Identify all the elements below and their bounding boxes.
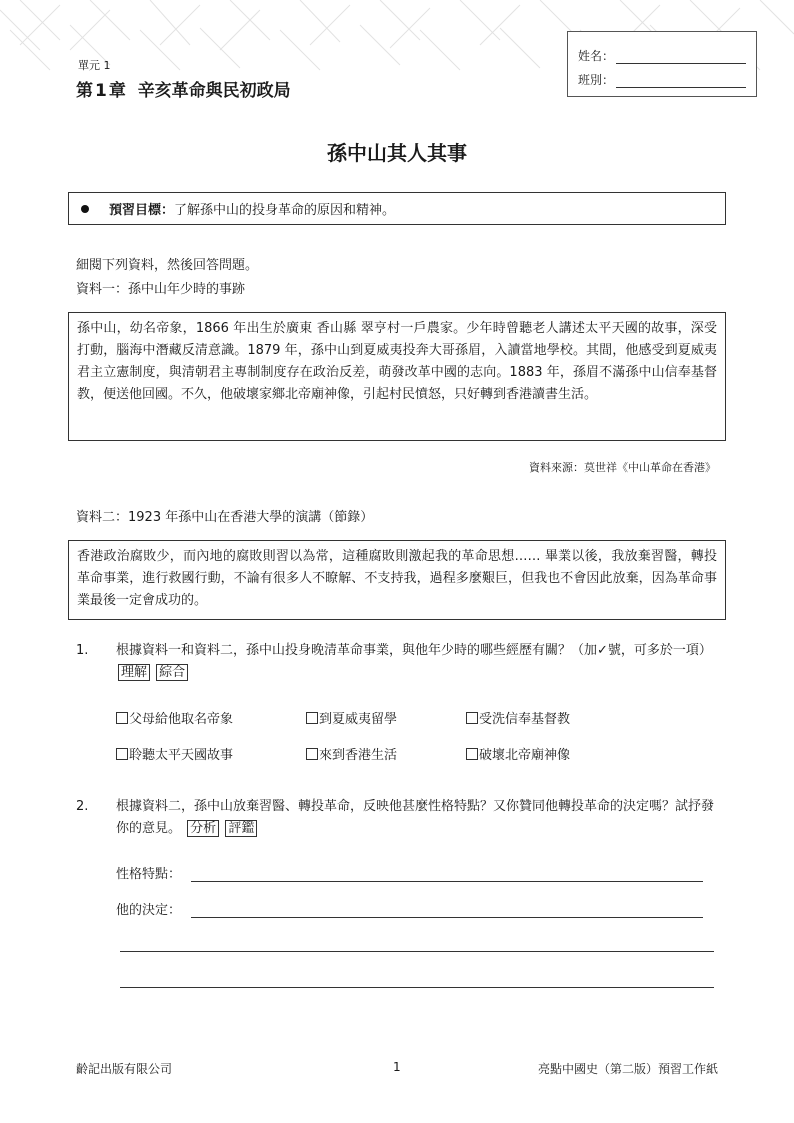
decision-label: 他的決定： (116, 903, 182, 918)
source2-box (68, 540, 726, 620)
question-1-number: 1. (76, 643, 89, 658)
name-class-box (567, 31, 757, 97)
option-5[interactable] (306, 744, 466, 763)
options-row-1 (116, 708, 570, 727)
tag-understand: 理解 (118, 664, 150, 681)
chapter-suffix: 章 (108, 81, 126, 101)
question-2-text: 根據資料二，孫中山放棄習醫、轉投革命，反映他甚麼性格特點？又你贊同他轉投革命的決定嗎？試抒發你的意見。 (116, 799, 715, 836)
instruction: 細閱下列資料，然後回答問題。 (76, 258, 259, 273)
name-row (578, 40, 746, 64)
checkbox[interactable] (306, 712, 318, 724)
goal-label: 預習目標： (109, 203, 175, 218)
option-3[interactable] (466, 708, 570, 727)
options-row-2 (116, 744, 570, 763)
source2-heading: 資料二：1923 年孫中山在香港大學的演講（節錄） (76, 510, 374, 525)
question-1-text: 根據資料一和資料二，孫中山投身晚清革命事業，與他年少時的哪些經歷有關？（加✓號，可多於一項） (116, 643, 712, 658)
source1-credit: 資料來源：莫世祥《中山革命在香港》 (529, 461, 716, 474)
class-label: 班別： (578, 73, 615, 87)
question-2 (76, 796, 726, 840)
footer-series: 亮點中國史（第二版）預習工作紙 (537, 1062, 718, 1076)
option-2-label: 到夏威夷留學 (319, 712, 398, 727)
checkbox[interactable] (466, 748, 478, 760)
name-label: 姓名： (578, 49, 615, 63)
option-4-label: 聆聽太平天國故事 (129, 748, 234, 763)
chapter-name: 辛亥革命與民初政局 (137, 81, 291, 101)
unit-label: 單元 1 (78, 59, 111, 72)
chapter-number: 1 (95, 81, 107, 101)
footer-publisher: 齡記出版有限公司 (76, 1062, 173, 1076)
chapter-prefix: 第 (76, 81, 93, 101)
checkbox[interactable] (116, 712, 128, 724)
option-1-label: 父母給他取名帝象 (129, 712, 234, 727)
source1-heading: 資料一：孫中山年少時的事跡 (76, 282, 246, 297)
tag-synthesize: 綜合 (156, 664, 188, 681)
checkbox[interactable] (466, 712, 478, 724)
footer-page-number: 1 (393, 1060, 401, 1074)
name-field[interactable] (616, 50, 746, 64)
answer-line[interactable] (120, 951, 714, 952)
option-1[interactable] (116, 708, 306, 727)
personality-answer-line[interactable] (191, 881, 703, 882)
page-title: 孫中山其人其事 (327, 141, 467, 165)
class-field[interactable] (616, 74, 746, 88)
tag-analyze: 分析 (187, 820, 219, 837)
decision-answer-line[interactable] (191, 917, 703, 918)
source1-box (68, 312, 726, 441)
checkbox[interactable] (306, 748, 318, 760)
answer-line[interactable] (120, 987, 714, 988)
option-3-label: 受洗信奉基督教 (479, 712, 571, 727)
answer-personality (116, 863, 703, 882)
chapter-title (76, 76, 291, 101)
personality-label: 性格特點： (116, 867, 182, 882)
question-1 (76, 640, 726, 684)
answer-decision (116, 899, 703, 918)
option-5-label: 來到香港生活 (319, 748, 398, 763)
checkbox[interactable] (116, 748, 128, 760)
source1-text: 孫中山，幼名帝象，1866 年出生於廣東 香山縣 翠亨村一戶農家。少年時曾聽老人講述太平天國的故事，深受打動，腦海中潛藏反清意識。1879 年，孫中山到夏威夷投奔大哥孫眉，入讀當地學校。其間，他感受到夏威夷君主立憲制度，與清朝君主專制制度存在政治反差，萌發改革中國的志向。1883 年，孫眉不滿孫中山信奉基督教，便送他回國。不久，他破壞家鄉北帝廟神像，引起村民憤怒，只好轉到香港讀書生活。 (77, 321, 717, 402)
goal-box (68, 192, 726, 225)
bullet-icon (81, 205, 89, 213)
option-6[interactable] (466, 744, 570, 763)
option-4[interactable] (116, 744, 306, 763)
option-2[interactable] (306, 708, 466, 727)
goal-text: 了解孫中山的投身革命的原因和精神。 (174, 203, 396, 218)
source2-text: 香港政治腐敗少，而內地的腐敗則習以為常，這種腐敗則激起我的革命思想…… 畢業以後，我放棄習醫，轉投革命事業，進行救國行動，不論有很多人不瞭解、不支持我，過程多麼艱巨，但我也不會因此放棄，因為革命事業最後一定會成功的。 (77, 549, 717, 608)
question-2-number: 2. (76, 799, 89, 814)
tag-evaluate: 評鑑 (225, 820, 257, 837)
option-6-label: 破壞北帝廟神像 (479, 748, 571, 763)
class-row (578, 64, 746, 88)
